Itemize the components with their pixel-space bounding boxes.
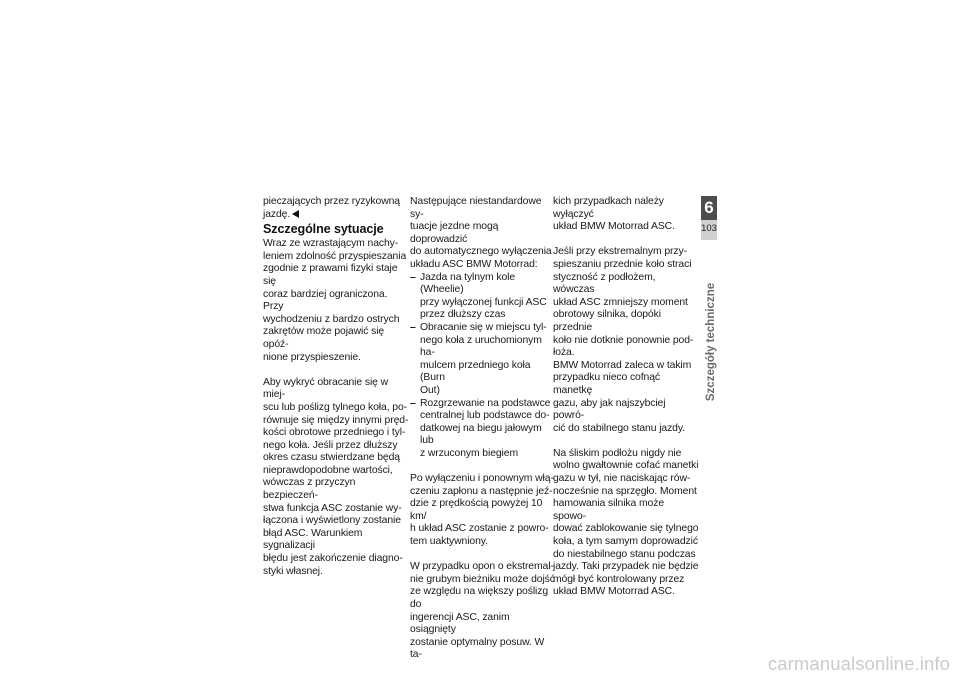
paragraph: Na śliskim podłożu nigdy nie wolno gwałtownie cofać manetki gazu w tył, nie naciskając rów- nocześnie na sprzęgło. Moment hamowania silnika może spowo- dować zablokowanie się tylnego koła, a tym samym doprowadzić do niestabilnego stanu podczas jazdy. Taki przypadek nie będzie mógł być kontrolowany przez układ BMW Motorrad ASC. <box>553 447 699 598</box>
list-item: – Rozgrzewanie na podstawce centralnej lub podstawce do- datkowej na biegu jałowym lub z wrzuconym biegiem <box>410 398 556 461</box>
list-item: – Obracanie się w miejscu tyl- nego koła z uruchomionym ha- mulcem przedniego koła (Burn Out) <box>410 322 556 398</box>
text-column-3 <box>553 196 699 599</box>
page-number: 103 <box>701 223 717 234</box>
paragraph: Jeśli przy ekstremalnym przy- spieszaniu przednie koło straci styczność z podłożem, wówczas układ ASC zmniejszy moment obrotowy silnika, dopóki przednie koło nie dotknie ponownie pod- łoża. <box>553 246 694 359</box>
chapter-title: Szczegóły techniczne <box>705 282 717 402</box>
end-of-section-icon <box>292 210 299 218</box>
paragraph: Po wyłączeniu i ponownym włą- czeniu zapłonu a następnie jeź- dzie z prędkością powyżej 10 km/ h układ ASC zostanie z powro- tem uaktywniony. <box>410 473 554 548</box>
text-column-2 <box>410 196 556 662</box>
paragraph: W przypadku opon o ekstremal- nie grubym bieżniku może dojść ze względu na większy poślizg do ingerencji ASC, zanim osiągnięty zostanie optymalny posuw. W ta- <box>410 561 555 661</box>
text-column-1 <box>263 196 409 578</box>
paragraph: kich przypadkach należy wyłączyć układ BMW Motorrad ASC. <box>553 196 675 233</box>
paragraph: Aby wykryć obracanie się w miej- scu lub poślizg tylnego koła, po- równuje się między innymi pręd- kości obrotowe przedniego i tyl- nego koła. Jeśli przez dłuższy okres czasu stwierdzane będą nieprawdopodobne wartości, wówczas z przyczyn bezpieczeń- stwa funkcja ASC zostanie wy- łączona i wyświetlony zostanie błąd ASC. Warunkiem sygnalizacji błędu jest zakończenie diagno- styki własnej. <box>263 376 409 577</box>
continued-text: pieczających przez ryzykowną jazdę. <box>263 196 400 220</box>
list-item: – Jazda na tylnym kole (Wheelie) przy wyłączonej funkcji ASC przez dłuższy czas <box>410 272 556 322</box>
section-heading: Szczególne sytuacje <box>263 222 384 237</box>
paragraph: BMW Motorrad zaleca w takim przypadku nieco cofnąć manetkę gazu, aby jak najszybciej powró- cić do stabilnego stanu jazdy. <box>553 359 692 434</box>
chapter-number: 6 <box>701 196 717 220</box>
dash-list <box>410 272 556 461</box>
paragraph: Wraz ze wzrastającym nachy- leniem zdolność przyspieszania zgodnie z prawami fizyki staje się coraz bardziej ograniczona. Przy wychodzeniu z bardzo ostrych zakrętów może pojawić się opóź- nione przyspieszenie. <box>263 238 407 363</box>
paragraph: Następujące niestandardowe sy- tuacje jezdne mogą doprowadzić do automatycznego wyłączenia układu ASC BMW Motorrad: <box>410 196 552 270</box>
watermark: carmanualsonline.info <box>767 653 950 674</box>
